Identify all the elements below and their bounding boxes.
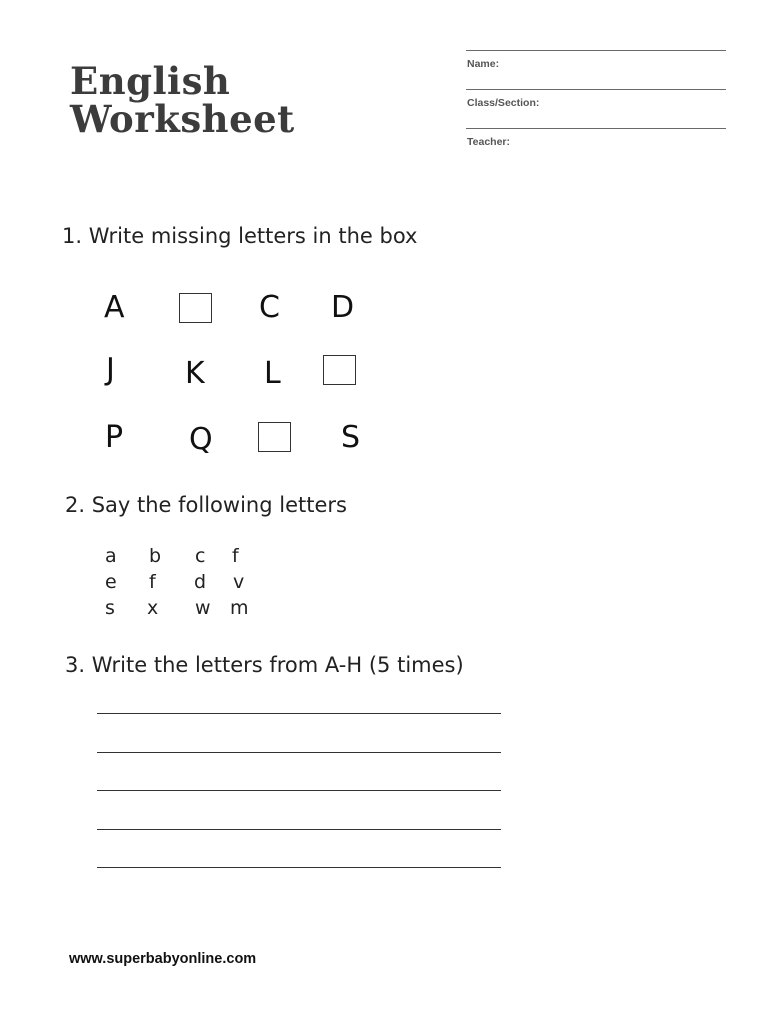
say-letter: v — [233, 571, 245, 593]
letter-C: C — [259, 290, 280, 325]
missing-letter-box-3[interactable] — [258, 422, 291, 452]
question-1-title: 1. Write missing letters in the box — [62, 224, 418, 248]
writing-line[interactable] — [97, 752, 501, 753]
letter-P: P — [105, 420, 124, 455]
say-letter: m — [230, 597, 249, 619]
website-url: www.superbabyonline.com — [69, 951, 257, 967]
name-line[interactable] — [466, 89, 726, 90]
letter-A: A — [104, 290, 125, 325]
class-section-line[interactable] — [466, 128, 726, 129]
letter-L: L — [264, 356, 281, 391]
say-letter: d — [194, 571, 207, 593]
title-line-2: Worksheet — [70, 97, 295, 141]
writing-line[interactable] — [97, 829, 501, 830]
name-label: Name: — [467, 58, 500, 70]
writing-line[interactable] — [97, 867, 501, 868]
say-letter: a — [105, 545, 117, 567]
letter-D: D — [331, 290, 355, 325]
question-2-title: 2. Say the following letters — [65, 493, 347, 517]
name-top-rule — [466, 50, 726, 51]
worksheet-title — [70, 59, 295, 141]
letter-K: K — [185, 356, 205, 391]
say-letter: f — [149, 571, 156, 593]
title-line-1: English — [70, 59, 231, 103]
letter-S: S — [341, 420, 361, 455]
question-3-title: 3. Write the letters from A-H (5 times) — [65, 653, 464, 677]
missing-letter-box-2[interactable] — [323, 355, 356, 385]
letter-Q: Q — [189, 422, 213, 457]
teacher-label: Teacher: — [467, 136, 510, 148]
writing-line[interactable] — [97, 713, 501, 714]
say-letter: f — [232, 545, 239, 567]
say-letter: w — [195, 597, 211, 619]
say-letter: x — [147, 597, 159, 619]
say-letter: s — [105, 597, 115, 619]
missing-letter-box-1[interactable] — [179, 293, 212, 323]
say-letter: b — [149, 545, 162, 567]
say-letter: e — [105, 571, 117, 593]
writing-line[interactable] — [97, 790, 501, 791]
class-section-label: Class/Section: — [467, 97, 540, 109]
letter-J: J — [106, 352, 115, 387]
say-letter: c — [195, 545, 206, 567]
